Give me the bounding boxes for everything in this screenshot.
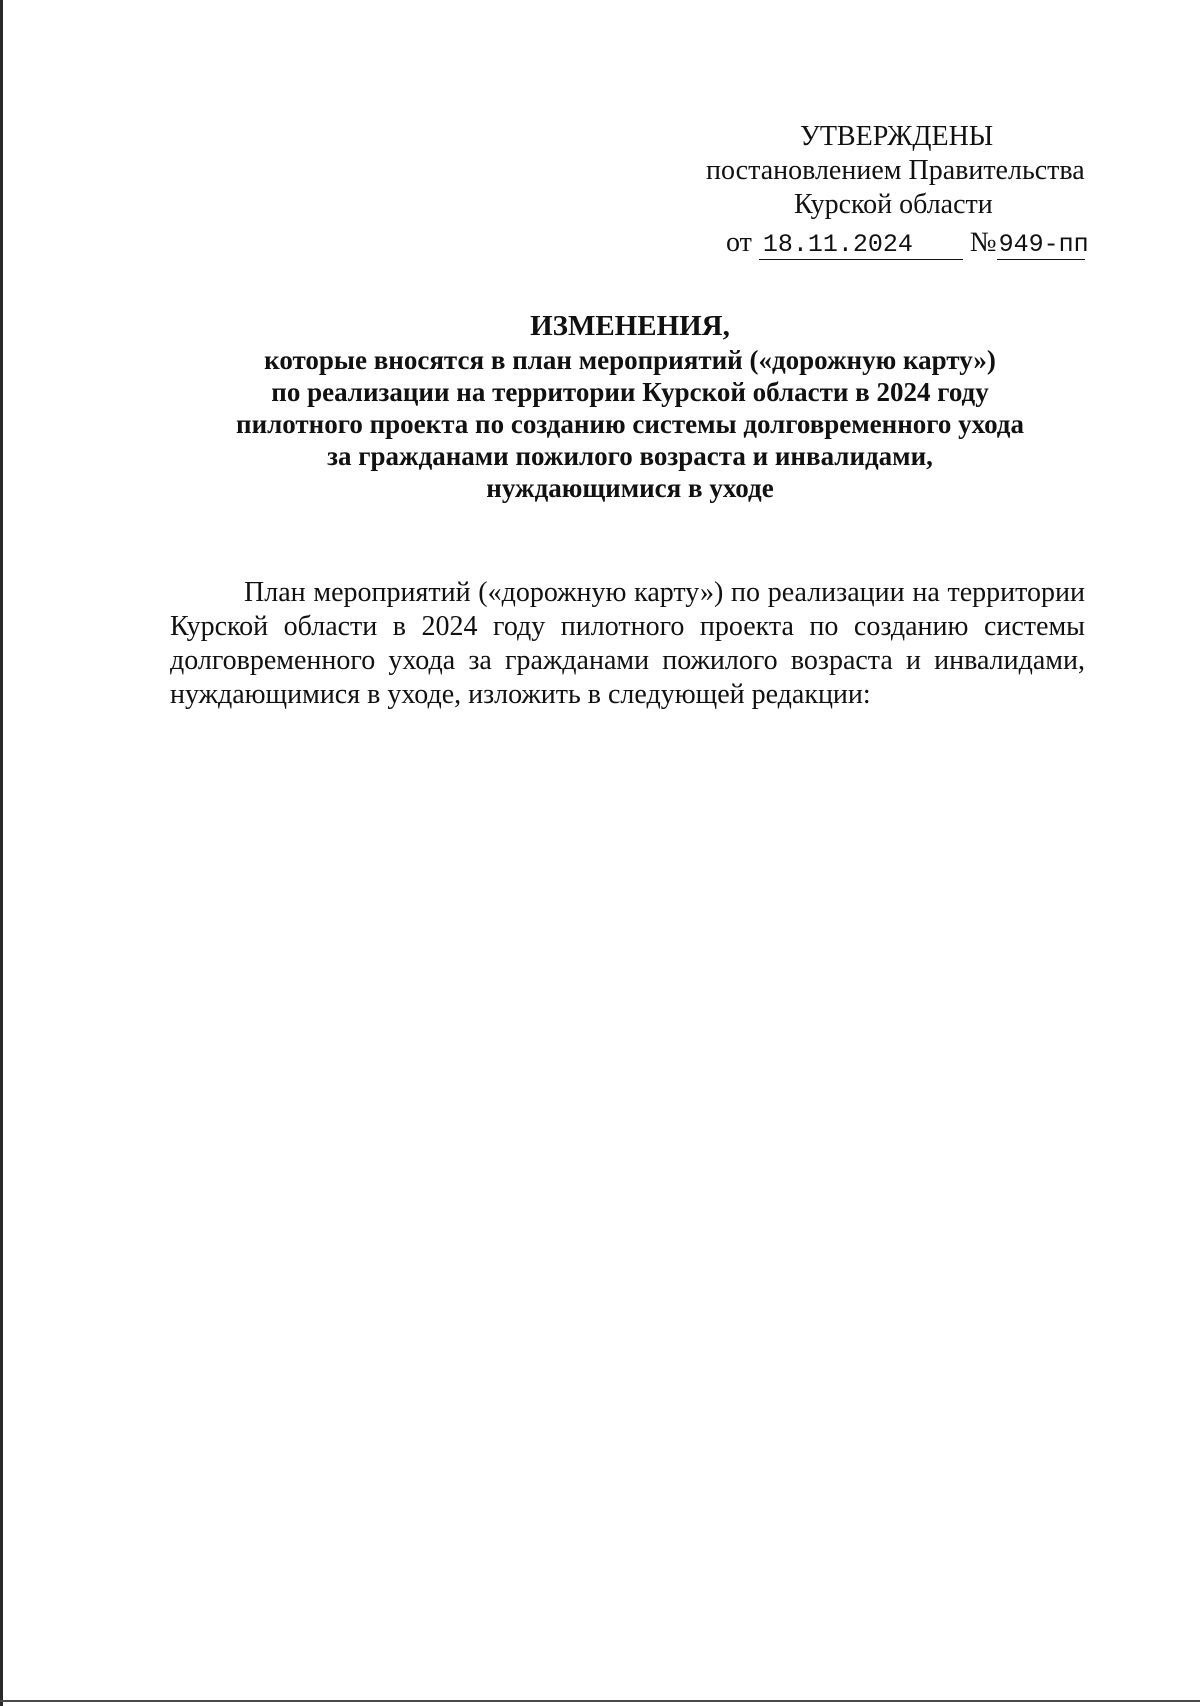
- decree-date-number-line: [726, 226, 1136, 260]
- decree-date: 18.11.2024: [759, 231, 963, 260]
- title-line: пилотного проекта по созданию системы долговременного ухода: [236, 409, 1024, 439]
- title-line: по реализации на территории Курской области в 2024 году: [271, 377, 989, 407]
- number-sign: №: [969, 227, 997, 258]
- title-main: ИЗМЕНЕНИЯ,: [530, 310, 730, 342]
- approved-label: УТВЕРЖДЕНЫ: [800, 121, 994, 152]
- page-left-edge: [0, 0, 3, 1706]
- document-title: [170, 310, 1090, 504]
- approval-block: [680, 120, 1090, 259]
- decree-number: 949-пп: [998, 230, 1089, 259]
- page-bottom-edge: [0, 1700, 1200, 1702]
- title-line: нуждающимися в уходе: [486, 473, 774, 503]
- title-line: которые вносятся в план мероприятий («дорожную карту»): [264, 345, 996, 375]
- decree-label: постановлением Правительства: [706, 155, 1085, 186]
- region-label: Курской области: [794, 189, 993, 220]
- title-line: за гражданами пожилого возраста и инвалидами,: [327, 441, 933, 471]
- body-paragraph: План мероприятий («дорожную карту») по реализации на территории Курской области в 2024 году пилотного проекта по созданию системы долговременного ухода за гражданами пожилого возраста и инвалидами, нуждающимися в уходе, изложить в следующей редакции:: [170, 577, 1085, 710]
- date-prefix: от: [726, 227, 752, 258]
